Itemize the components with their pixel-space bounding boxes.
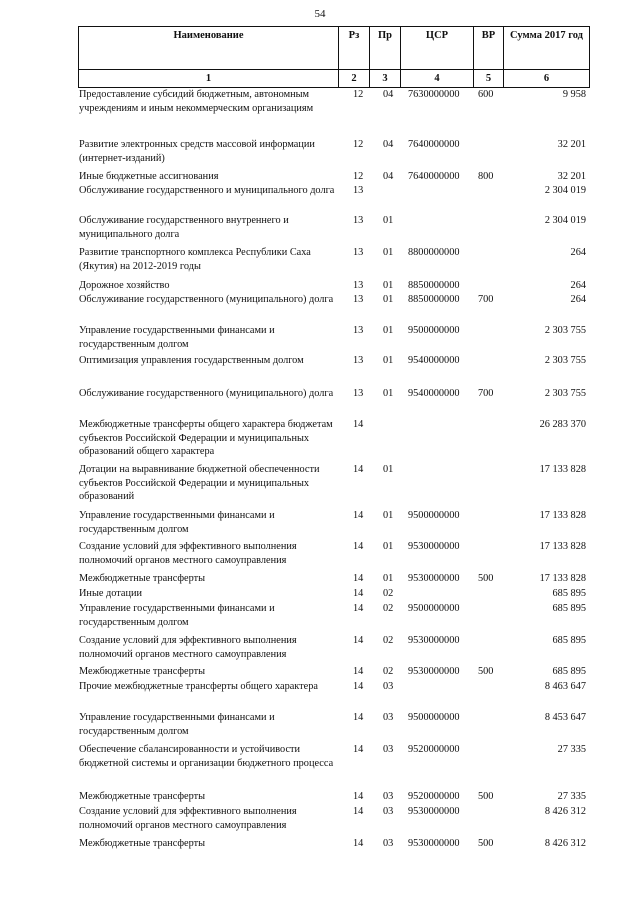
cell-name: Прочие межбюджетные трансферты общего характера (79, 681, 318, 692)
cell-rz: 14 (353, 510, 364, 521)
cell-name: Иные дотации (79, 588, 142, 599)
cell-pr: 04 (383, 89, 394, 100)
cell-sum: 17 133 828 (539, 541, 586, 552)
cell-name: Развитие транспортного комплекса Республики Саха (Якутия) на 2012-2019 годы (79, 247, 311, 272)
cell-rz: 14 (353, 712, 364, 723)
cell-sum: 32 201 (557, 171, 586, 182)
cell-csr: 9500000000 (408, 510, 460, 521)
cell-pr: 03 (383, 806, 394, 817)
cell-name: Создание условий для эффективного выполнения полномочий органов местного самоуправления (79, 635, 297, 660)
cell-name: Иные бюджетные ассигнования (79, 171, 219, 182)
cell-pr: 01 (383, 325, 394, 336)
cell-csr: 9530000000 (408, 573, 460, 584)
cell-rz: 14 (353, 666, 364, 677)
cell-csr: 9530000000 (408, 666, 460, 677)
cell-csr: 9540000000 (408, 355, 460, 366)
cell-pr: 01 (383, 541, 394, 552)
header-vr: ВР (474, 27, 504, 70)
cell-name: Предоставление субсидий бюджетным, автономным учреждениям и иным некоммерческим организациям (79, 89, 314, 114)
cell-csr: 9530000000 (408, 806, 460, 817)
cell-vr: 700 (478, 388, 494, 399)
cell-rz: 13 (353, 280, 364, 291)
cell-pr: 01 (383, 280, 394, 291)
cell-pr: 04 (383, 171, 394, 182)
cell-rz: 14 (353, 573, 364, 584)
header-rz: Рз (339, 27, 370, 70)
cell-rz: 12 (353, 89, 364, 100)
cell-vr: 800 (478, 171, 494, 182)
cell-sum: 264 (570, 294, 586, 305)
cell-name: Межбюджетные трансферты общего характера бюджетам субъектов Российской Федерации и муниципальных образований общего характера (79, 419, 333, 457)
cell-csr: 9540000000 (408, 388, 460, 399)
cell-csr: 9520000000 (408, 791, 460, 802)
page-number: 54 (314, 8, 326, 20)
header-csr: ЦСР (401, 27, 474, 70)
cell-sum: 8 426 312 (544, 806, 586, 817)
header-name: Наименование (79, 27, 339, 70)
cell-rz: 13 (353, 388, 364, 399)
cell-name: Управление государственными финансами и государственным долгом (79, 325, 275, 350)
cell-pr: 03 (383, 838, 394, 849)
cell-csr: 9530000000 (408, 635, 460, 646)
cell-csr: 8850000000 (408, 280, 460, 291)
cell-sum: 685 895 (552, 588, 586, 599)
cell-sum: 32 201 (557, 139, 586, 150)
cell-sum: 8 463 647 (544, 681, 586, 692)
cell-sum: 17 133 828 (539, 573, 586, 584)
cell-pr: 03 (383, 681, 394, 692)
cell-name: Дотации на выравнивание бюджетной обеспеченности субъектов Российской Федерации и муниципальных образований (79, 464, 320, 502)
cell-csr: 8850000000 (408, 294, 460, 305)
cell-sum: 2 304 019 (544, 185, 586, 196)
cell-sum: 8 426 312 (544, 838, 586, 849)
cell-pr: 02 (383, 603, 394, 614)
cell-sum: 2 304 019 (544, 215, 586, 226)
cell-rz: 14 (353, 806, 364, 817)
cell-name: Создание условий для эффективного выполнения полномочий органов местного самоуправления (79, 541, 297, 566)
cell-sum: 264 (570, 247, 586, 258)
cell-rz: 13 (353, 355, 364, 366)
cell-pr: 03 (383, 744, 394, 755)
cell-rz: 14 (353, 744, 364, 755)
cell-rz: 12 (353, 171, 364, 182)
cell-csr: 9500000000 (408, 325, 460, 336)
cell-rz: 14 (353, 603, 364, 614)
cell-sum: 27 335 (557, 744, 586, 755)
cell-vr: 500 (478, 838, 494, 849)
cell-csr: 9500000000 (408, 712, 460, 723)
cell-vr: 700 (478, 294, 494, 305)
cell-name: Межбюджетные трансферты (79, 838, 206, 849)
cell-csr: 9500000000 (408, 603, 460, 614)
cell-sum: 264 (570, 280, 586, 291)
cell-csr: 9520000000 (408, 744, 460, 755)
cell-name: Обслуживание государственного внутреннего и муниципального долга (79, 215, 289, 240)
header-num-vr: 5 (474, 70, 504, 88)
cell-sum: 2 303 755 (544, 355, 586, 366)
cell-vr: 600 (478, 89, 494, 100)
header-num-name: 1 (79, 70, 339, 88)
cell-csr: 7630000000 (408, 89, 460, 100)
cell-rz: 14 (353, 838, 364, 849)
cell-csr: 7640000000 (408, 139, 460, 150)
header-num-sum: 6 (504, 70, 590, 88)
cell-sum: 27 335 (557, 791, 586, 802)
cell-pr: 02 (383, 588, 394, 599)
cell-name: Межбюджетные трансферты (79, 666, 206, 677)
cell-name: Обслуживание государственного (муниципального) долга (79, 294, 334, 305)
cell-sum: 685 895 (552, 666, 586, 677)
cell-rz: 12 (353, 139, 364, 150)
cell-pr: 01 (383, 388, 394, 399)
cell-vr: 500 (478, 791, 494, 802)
cell-sum: 685 895 (552, 603, 586, 614)
cell-name: Управление государственными финансами и государственным долгом (79, 603, 275, 628)
cell-pr: 01 (383, 510, 394, 521)
cell-rz: 14 (353, 791, 364, 802)
cell-name: Обслуживание государственного (муниципального) долга (79, 388, 334, 399)
cell-rz: 14 (353, 541, 364, 552)
cell-pr: 01 (383, 464, 394, 475)
cell-name: Межбюджетные трансферты (79, 573, 206, 584)
cell-pr: 01 (383, 247, 394, 258)
cell-name: Управление государственными финансами и государственным долгом (79, 712, 275, 737)
cell-rz: 13 (353, 247, 364, 258)
cell-name: Управление государственными финансами и государственным долгом (79, 510, 275, 535)
cell-rz: 14 (353, 419, 364, 430)
header-sum: Сумма 2017 год (504, 27, 590, 70)
cell-name: Создание условий для эффективного выполнения полномочий органов местного самоуправления (79, 806, 297, 831)
cell-rz: 14 (353, 681, 364, 692)
cell-name: Обеспечение сбалансированности и устойчивости бюджетной системы и организации бюджетного процесса (79, 744, 334, 769)
table-header (78, 26, 590, 88)
header-pr: Пр (370, 27, 401, 70)
cell-csr: 9530000000 (408, 541, 460, 552)
header-num-rz: 2 (339, 70, 370, 88)
header-num-csr: 4 (401, 70, 474, 88)
cell-vr: 500 (478, 573, 494, 584)
cell-rz: 14 (353, 464, 364, 475)
cell-sum: 2 303 755 (544, 388, 586, 399)
cell-csr: 8800000000 (408, 247, 460, 258)
cell-sum: 685 895 (552, 635, 586, 646)
cell-sum: 17 133 828 (539, 510, 586, 521)
cell-rz: 14 (353, 588, 364, 599)
cell-rz: 13 (353, 215, 364, 226)
cell-pr: 01 (383, 294, 394, 305)
cell-name: Оптимизация управления государственным долгом (79, 355, 304, 366)
cell-rz: 13 (353, 325, 364, 336)
cell-sum: 26 283 370 (539, 419, 586, 430)
cell-rz: 13 (353, 185, 364, 196)
cell-pr: 04 (383, 139, 394, 150)
cell-sum: 17 133 828 (539, 464, 586, 475)
cell-pr: 02 (383, 666, 394, 677)
cell-name: Межбюджетные трансферты (79, 791, 206, 802)
cell-sum: 8 453 647 (544, 712, 586, 723)
cell-pr: 01 (383, 215, 394, 226)
cell-pr: 01 (383, 355, 394, 366)
cell-pr: 02 (383, 635, 394, 646)
cell-name: Развитие электронных средств массовой информации (интернет-изданий) (79, 139, 315, 164)
cell-rz: 13 (353, 294, 364, 305)
cell-name: Дорожное хозяйство (79, 280, 170, 291)
cell-sum: 9 958 (562, 89, 586, 100)
cell-csr: 9530000000 (408, 838, 460, 849)
cell-pr: 03 (383, 712, 394, 723)
cell-vr: 500 (478, 666, 494, 677)
cell-pr: 01 (383, 573, 394, 584)
cell-rz: 14 (353, 635, 364, 646)
header-num-pr: 3 (370, 70, 401, 88)
cell-pr: 03 (383, 791, 394, 802)
cell-name: Обслуживание государственного и муниципального долга (79, 185, 335, 196)
cell-csr: 7640000000 (408, 171, 460, 182)
cell-sum: 2 303 755 (544, 325, 586, 336)
